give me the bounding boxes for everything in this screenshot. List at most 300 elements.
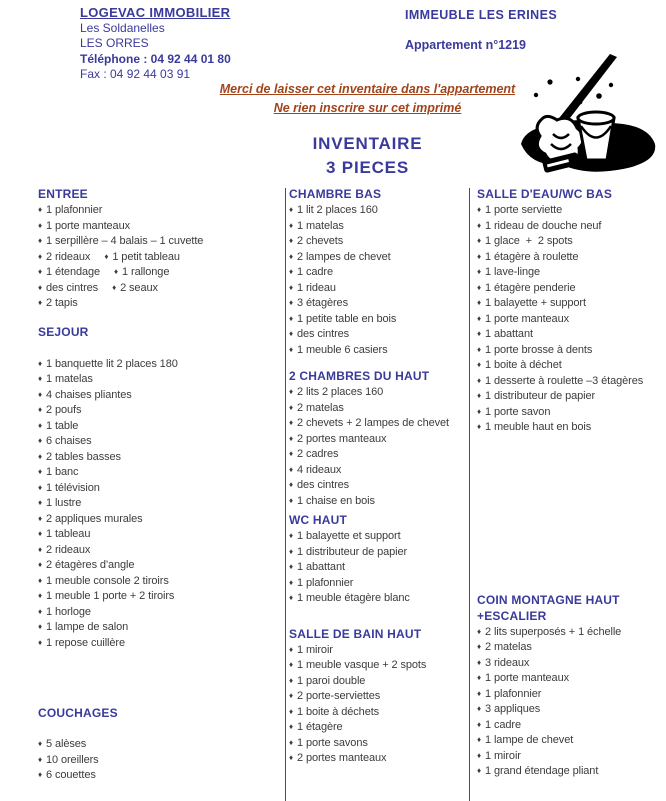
bullet-icon: ♦ [114,267,119,276]
bullet-icon: ♦ [38,205,42,214]
bullet-icon: ♦ [477,673,481,682]
bullet-icon: ♦ [38,436,42,445]
item-text: 1 lit 2 places 160 [296,204,378,216]
bullet-icon: ♦ [477,360,481,369]
inventory-item [289,643,465,659]
section-items [38,203,280,312]
item-text: 10 oreillers [45,753,99,766]
bullet-icon: ♦ [38,606,42,616]
item-text: 1 repose cuillère [45,636,125,649]
item-text: 1 rallonge [122,266,170,278]
inventory-section [289,368,465,509]
item-text: 1 rideau [296,281,336,294]
inventory-item [289,234,465,250]
inventory-item [38,636,280,652]
bullet-icon: ♦ [289,644,293,654]
bullet-icon: ♦ [289,344,293,354]
bullet-icon: ♦ [289,298,293,307]
item-text: 1 lampe de salon [45,621,129,633]
item-text: 4 chaises pliantes [45,388,132,401]
column-3 [477,186,663,780]
bullet-icon: ♦ [104,251,109,261]
item-text: 1 rideau de douche neuf [484,219,602,232]
item-text: des cintres [296,479,350,491]
bullet-icon: ♦ [477,205,481,214]
inventory-item [289,591,465,607]
item-text: 1 desserte à roulette –3 étagères [484,374,644,387]
item-text: 1 distributeur de papier [296,545,408,558]
item-text: 1 distributeur de papier [484,390,596,402]
item-text: 1 banc [45,466,79,478]
item-text: 1 lampe de chevet [484,734,574,746]
inventory-item [289,705,465,721]
section-items [289,385,465,509]
item-text: 1 lustre [45,497,82,509]
bullet-icon: ♦ [289,737,293,747]
inventory-item [477,733,663,749]
agency-residence: Les Soldanelles [80,20,165,35]
item-text: 1 meuble console 2 tiroirs [45,574,169,587]
item-text: 3 étagères [296,297,348,309]
item-text: 1 petite table en bois [296,312,397,325]
inventory-item [477,343,663,359]
inventory-item [477,749,663,765]
inventory-item [289,401,465,417]
item-text: 1 serpillère – 4 balais – 1 cuvette [45,235,204,247]
bullet-icon: ♦ [289,313,293,323]
inventory-item [38,450,280,466]
section-heading: COIN MONTAGNE HAUT [477,592,620,607]
inventory-item [477,656,663,672]
inventory-item [289,327,465,343]
bullet-icon: ♦ [289,251,293,261]
section-heading: SEJOUR [38,324,89,339]
inventory-item [289,416,465,432]
item-text: 1 meuble 6 casiers [296,343,388,356]
inventory-item [289,545,465,561]
inventory-item [289,296,465,312]
bullet-icon: ♦ [289,722,293,731]
item-text: 2 appliques murales [45,512,143,525]
item-text: 2 seaux [120,281,158,294]
bullet-icon: ♦ [38,389,42,399]
bullet-icon: ♦ [38,770,42,779]
bullet-icon: ♦ [38,282,42,292]
inventory-item [289,560,465,576]
inventory-item [38,558,280,574]
section-items [289,203,465,358]
bullet-icon: ♦ [289,267,293,276]
bullet-icon: ♦ [38,739,42,748]
bullet-icon: ♦ [289,282,293,292]
item-text: 1 porte manteaux [484,672,569,684]
item-text: 2 cadres [296,448,339,460]
inventory-section [289,626,465,767]
bullet-icon: ♦ [477,298,481,307]
inventory-item [38,605,280,621]
bullet-icon: ♦ [289,236,293,245]
item-text: 1 lave-linge [484,266,541,278]
item-text: 1 paroi double [296,674,366,687]
item-text: 1 horloge [45,605,91,618]
bullet-icon: ♦ [477,236,481,245]
bullet-icon: ♦ [289,433,293,443]
bullet-icon: ♦ [289,329,293,338]
inventory-item [477,625,663,641]
inventory-item [289,494,465,510]
item-text: 2 étagères d'angle [45,559,135,571]
bullet-icon: ♦ [477,251,481,261]
bullet-icon: ♦ [289,660,293,669]
title-line-2: 3 PIECES [326,158,409,177]
bullet-icon: ♦ [289,402,293,412]
bullet-icon: ♦ [38,267,42,276]
item-text: 1 étagère [296,721,343,733]
item-text: 2 tapis [45,297,78,309]
inventory-item [289,219,465,235]
bullet-icon: ♦ [477,657,481,667]
inventory-item [477,265,663,281]
item-text: 4 rideaux [296,463,342,476]
inventory-item [38,234,280,250]
inventory-item [289,447,465,463]
item-text: 1 cadre [296,266,333,278]
inventory-item [289,265,465,281]
item-text: 2 matelas [296,401,344,414]
item-text: 1 balayette et support [296,530,401,542]
item-text: 2 tables basses [45,450,121,463]
item-text: 1 miroir [296,643,333,656]
bullet-icon: ♦ [477,267,481,276]
section-heading: SALLE D'EAU/WC BAS [477,187,613,201]
bullet-icon: ♦ [289,531,293,540]
bullet-icon: ♦ [477,282,481,292]
item-text: des cintres [296,328,350,340]
item-text: 1 télévision [45,481,100,494]
item-text: 1 tableau [45,528,91,540]
inventory-item [477,358,663,374]
section-items [38,737,280,784]
inventory-item [289,463,465,479]
item-text: 1 porte manteaux [45,219,130,232]
item-text: 1 étendage [45,266,101,278]
item-text: 1 porte savon [484,405,551,418]
section-items [477,203,663,436]
bullet-icon: ♦ [112,282,117,292]
inventory-item [38,589,280,605]
bullet-icon: ♦ [477,688,481,698]
item-text: 1 porte serviette [484,204,563,216]
section-items [289,529,465,607]
inventory-item [289,658,465,674]
bullet-icon: ♦ [477,642,481,651]
bullet-icon: ♦ [477,344,481,354]
bullet-icon: ♦ [38,637,42,647]
item-text: 1 meuble haut en bois [484,421,592,433]
inventory-item [38,219,280,235]
inventory-item [38,357,280,373]
item-text: 2 rideaux [45,543,91,556]
item-text: 1 boite à déchet [484,359,562,371]
agency-city: LES ORRES [80,36,149,50]
inventory-item [477,250,663,266]
bullet-icon: ♦ [38,544,42,554]
bullet-icon: ♦ [38,451,42,461]
item-text: 1 porte brosse à dents [484,343,593,356]
bullet-icon: ♦ [38,251,42,261]
inventory-item [289,689,465,705]
bullet-icon: ♦ [289,691,293,700]
bullet-icon: ♦ [38,358,42,368]
bullet-icon: ♦ [289,495,293,505]
column-divider-1 [285,188,286,801]
inventory-item [38,388,280,404]
bullet-icon: ♦ [477,719,481,729]
inventory-item [38,434,280,450]
bullet-icon: ♦ [289,577,293,587]
inventory-section [289,512,465,607]
item-text: 1 plafonnier [45,204,103,216]
column-divider-2 [469,188,470,801]
bullet-icon: ♦ [289,753,293,762]
item-text: 1 étagère à roulette [484,250,579,263]
item-text: 2 lits 2 places 160 [296,386,384,398]
inventory-item [289,576,465,592]
section-items [38,357,280,652]
inventory-item [477,219,663,235]
page-title [90,132,645,180]
inventory-item [38,574,280,590]
bullet-icon: ♦ [38,754,42,764]
title-line-1: INVENTAIRE [312,134,423,153]
item-text: 2 portes manteaux [296,432,387,445]
inventory-item [289,736,465,752]
item-text: 1 glace + 2 spots [484,235,573,247]
agency-name: LOGEVAC IMMOBILIER [80,5,231,20]
bullet-icon: ♦ [289,706,293,716]
inventory-item [38,281,280,297]
bullet-icon: ♦ [289,220,293,230]
item-text: 2 rideaux [45,250,91,263]
inventory-item [477,405,663,421]
inventory-item [289,312,465,328]
inventory-item [38,527,280,543]
bullet-icon: ♦ [477,422,481,431]
bullet-icon: ♦ [289,205,293,214]
inventory-item [38,753,280,769]
item-text: 1 abattant [484,328,533,340]
item-text: 1 abattant [296,561,345,573]
bullet-icon: ♦ [477,375,481,385]
item-text: 6 chaises [45,435,92,447]
item-text: 2 porte-serviettes [296,690,381,702]
inventory-item [289,432,465,448]
section-heading: COUCHAGES [38,706,118,720]
agency-phone: Téléphone : 04 92 44 01 80 [80,51,231,66]
inventory-item [477,702,663,718]
inventory-item [38,737,280,753]
inventory-item [38,403,280,419]
item-text: 1 porte manteaux [484,312,569,325]
inventory-item [38,250,280,266]
inventory-item [477,203,663,219]
inventory-item [477,671,663,687]
inventory-item [38,419,280,435]
inventory-item [38,768,280,784]
inventory-section [38,186,280,312]
inventory-item [38,296,280,312]
inventory-item [477,687,663,703]
inventory-item [477,640,663,656]
notice-line-2: Ne rien inscrire sur cet imprimé [273,100,462,115]
item-text: 1 banquette lit 2 places 180 [45,357,178,370]
bullet-icon: ♦ [38,405,42,414]
item-text: 1 grand étendage pliant [484,765,599,777]
bullet-icon: ♦ [289,480,293,489]
inventory-item [477,389,663,405]
item-text: 5 alèses [45,738,87,750]
bullet-icon: ♦ [38,374,42,383]
section-items [289,643,465,767]
inventory-item [289,281,465,297]
bullet-icon: ♦ [38,467,42,476]
item-text: 3 appliques [484,703,541,715]
item-text: 2 chevets [296,235,344,247]
item-text: 2 lampes de chevet [296,250,391,263]
item-text: 3 rideaux [484,656,530,669]
item-text: 2 poufs [45,404,82,416]
inventory-item [289,203,465,219]
bullet-icon: ♦ [38,513,42,523]
inventory-item [38,465,280,481]
inventory-item [477,296,663,312]
column-2 [289,186,465,767]
inventory-item [477,281,663,297]
inventory-item [289,385,465,401]
item-text: 2 chevets + 2 lampes de chevet [296,417,449,429]
item-text: 1 meuble étagère blanc [296,592,410,604]
inventory-item [289,250,465,266]
inventory-section [38,324,280,652]
item-text: 1 plafonnier [484,687,542,700]
item-text: 2 portes manteaux [296,752,387,764]
inventory-item [477,764,663,780]
bullet-icon: ♦ [38,591,42,600]
bullet-icon: ♦ [289,449,293,458]
inventory-item [477,234,663,250]
bullet-icon: ♦ [38,622,42,631]
bullet-icon: ♦ [289,675,293,685]
inventory-item [38,481,280,497]
inventory-section [477,592,663,780]
inventory-item [477,374,663,390]
bullet-icon: ♦ [477,626,481,636]
inventory-item [289,478,465,494]
item-text: 1 étagère penderie [484,281,576,294]
inventory-item [289,674,465,690]
inventory-item [38,543,280,559]
bullet-icon: ♦ [477,735,481,744]
inventory-item [38,265,280,281]
inventory-item [477,312,663,328]
bullet-icon: ♦ [477,406,481,416]
item-text: 1 petit tableau [112,250,180,263]
item-text: 1 miroir [484,749,521,762]
bullet-icon: ♦ [38,220,42,230]
inventory-item [289,751,465,767]
item-text: 2 lits superposés + 1 échelle [484,625,622,638]
inventory-section [477,186,663,436]
inventory-item [38,203,280,219]
bullet-icon: ♦ [289,387,293,396]
inventory-item [38,620,280,636]
section-heading: CHAMBRE BAS [289,187,382,201]
inventory-item [38,512,280,528]
agency-fax: Fax : 04 92 44 03 91 [80,67,191,81]
building-name: IMMEUBLE LES ERINES [405,8,558,22]
item-text: 1 meuble vasque + 2 spots [296,659,427,671]
notice-line-1: Merci de laisser cet inventaire dans l'appartement [219,82,516,96]
bullet-icon: ♦ [38,529,42,538]
bullet-icon: ♦ [477,313,481,323]
bullet-icon: ♦ [38,420,42,430]
bullet-icon: ♦ [477,391,481,400]
inventory-item [289,343,465,359]
item-text: 1 matelas [296,219,344,232]
bullet-icon: ♦ [477,329,481,338]
bullet-icon: ♦ [477,750,481,760]
item-text: 1 boite à déchets [296,705,380,718]
item-text: 2 matelas [484,641,532,653]
item-text: des cintres [45,281,99,294]
bullet-icon: ♦ [38,236,42,245]
item-text: 6 couettes [45,769,96,781]
inventory-section [289,186,465,358]
item-text: 1 chaise en bois [296,494,375,507]
bullet-icon: ♦ [477,766,481,775]
bullet-icon: ♦ [38,298,42,307]
inventory-section [38,705,280,784]
bullet-icon: ♦ [477,704,481,713]
inventory-item [477,718,663,734]
section-items [477,625,663,780]
bullet-icon: ♦ [38,482,42,492]
bullet-icon: ♦ [289,418,293,427]
bullet-icon: ♦ [289,546,293,556]
item-text: 1 matelas [45,373,93,385]
inventory-item [38,372,280,388]
bullet-icon: ♦ [289,464,293,474]
inventory-item [477,420,663,436]
bullet-icon: ♦ [38,498,42,507]
inventory-item [289,720,465,736]
inventory-item [477,327,663,343]
column-1 [38,186,280,784]
apartment-number: Appartement n°1219 [405,38,527,52]
item-text: 1 cadre [484,718,521,731]
agency-block [80,5,231,83]
bullet-icon: ♦ [477,220,481,230]
section-heading: WC HAUT [289,513,348,527]
section-heading: ENTREE [38,187,88,201]
item-text: 1 porte savons [296,736,368,749]
bullet-icon: ♦ [38,560,42,569]
bullet-icon: ♦ [38,575,42,585]
section-heading: 2 CHAMBRES DU HAUT [289,369,430,383]
item-text: 1 plafonnier [296,576,354,589]
bullet-icon: ♦ [289,593,293,602]
item-text: 1 balayette + support [484,297,586,309]
